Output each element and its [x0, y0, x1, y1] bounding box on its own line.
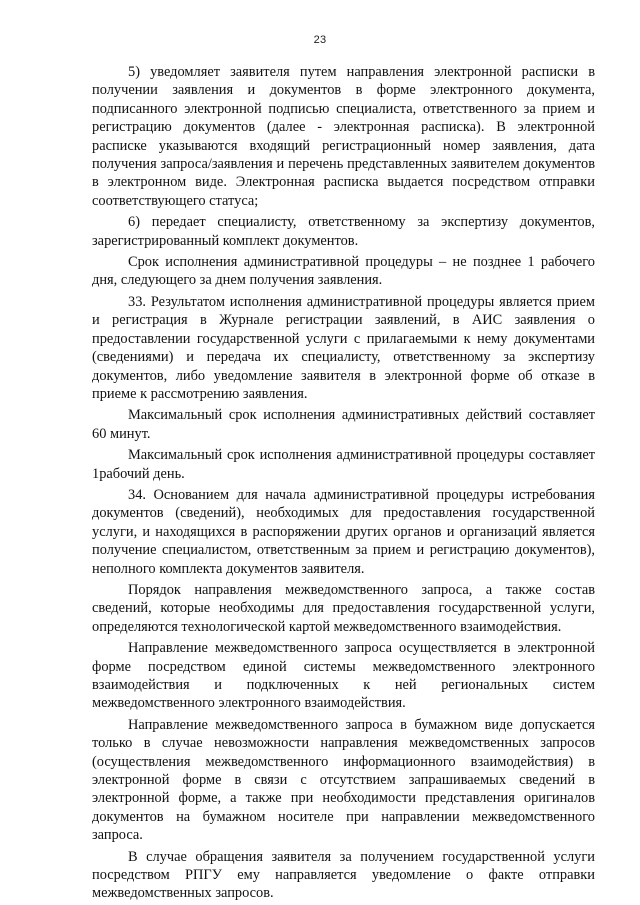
- paragraph-item-5-notification: 5) уведомляет заявителя путем направления электронной расписки в получении заявления и документов в форме электронного документа, подписанного электронной подписью специалиста, ответственного за прием и регистрацию документов (далее - электронная расписка). В электронной расписке указываются входящий регистрационный номер заявления, дата получения запроса/заявления и перечень представленных заявителем документов в электронном виде. Электронная расписка выдается посредством отправки соответствующего статуса;: [92, 64, 595, 209]
- paragraph-procedure-deadline: Срок исполнения административной процедуры – не позднее 1 рабочего дня, следующего за днем получения заявления.: [92, 254, 595, 289]
- paragraph-max-procedure-time: Максимальный срок исполнения административной процедуры составляет 1рабочий день.: [92, 447, 595, 482]
- paragraph-rpgu-notice: В случае обращения заявителя за получением государственной услуги посредством РПГУ ему направляется уведомление о факте отправки межведомственных запросов.: [92, 848, 595, 902]
- paragraph-item-6-transfer: 6) передает специалисту, ответственному за экспертизу документов, зарегистрированный комплект документов.: [92, 214, 595, 249]
- paragraph-max-actions-time: Максимальный срок исполнения административных действий составляет 60 минут.: [92, 407, 595, 442]
- paragraph-section-33: 33. Результатом исполнения административной процедуры является прием и регистрация в Журнале регистрации заявлений, в АИС заявления о предоставлении государственной услуги с прилагаемыми к нему документами (сведениями) и передача их специалисту, ответственному за экспертизу документов, либо уведомление заявителя в электронной форме об отказе в приеме к рассмотрению заявления.: [92, 293, 595, 402]
- paragraph-paper-request: Направление межведомственного запроса в бумажном виде допускается только в случае невозможности направления межведомственных запросов (осуществления межведомственного информационного взаимодействия) в электронной форме в связи с отсутствием запрашиваемых сведений в электронной форме, а также при необходимости представления оригиналов документов на бумажном носителе при направлении межведомственного запроса.: [92, 716, 595, 844]
- paragraph-electronic-request: Направление межведомственного запроса осуществляется в электронной форме посредством единой системы межведомственного электронного взаимодействия и подключенных к ней региональных систем межведомственного электронного взаимодействия.: [92, 640, 595, 712]
- paragraph-section-34: 34. Основанием для начала административной процедуры истребования документов (сведений), необходимых для предоставления государственной услуги, и находящихся в распоряжении других органов и организаций является получение специалистом, ответственным за прием и регистрацию документов), неполного комплекта документов заявителя.: [92, 486, 595, 577]
- paragraph-request-order: Порядок направления межведомственного запроса, а также состав сведений, которые необходимы для предоставления государственной услуги, определяются технологической картой межведомственного взаимодействия.: [92, 581, 595, 635]
- page-number: 23: [313, 34, 327, 46]
- document-body: [92, 63, 595, 903]
